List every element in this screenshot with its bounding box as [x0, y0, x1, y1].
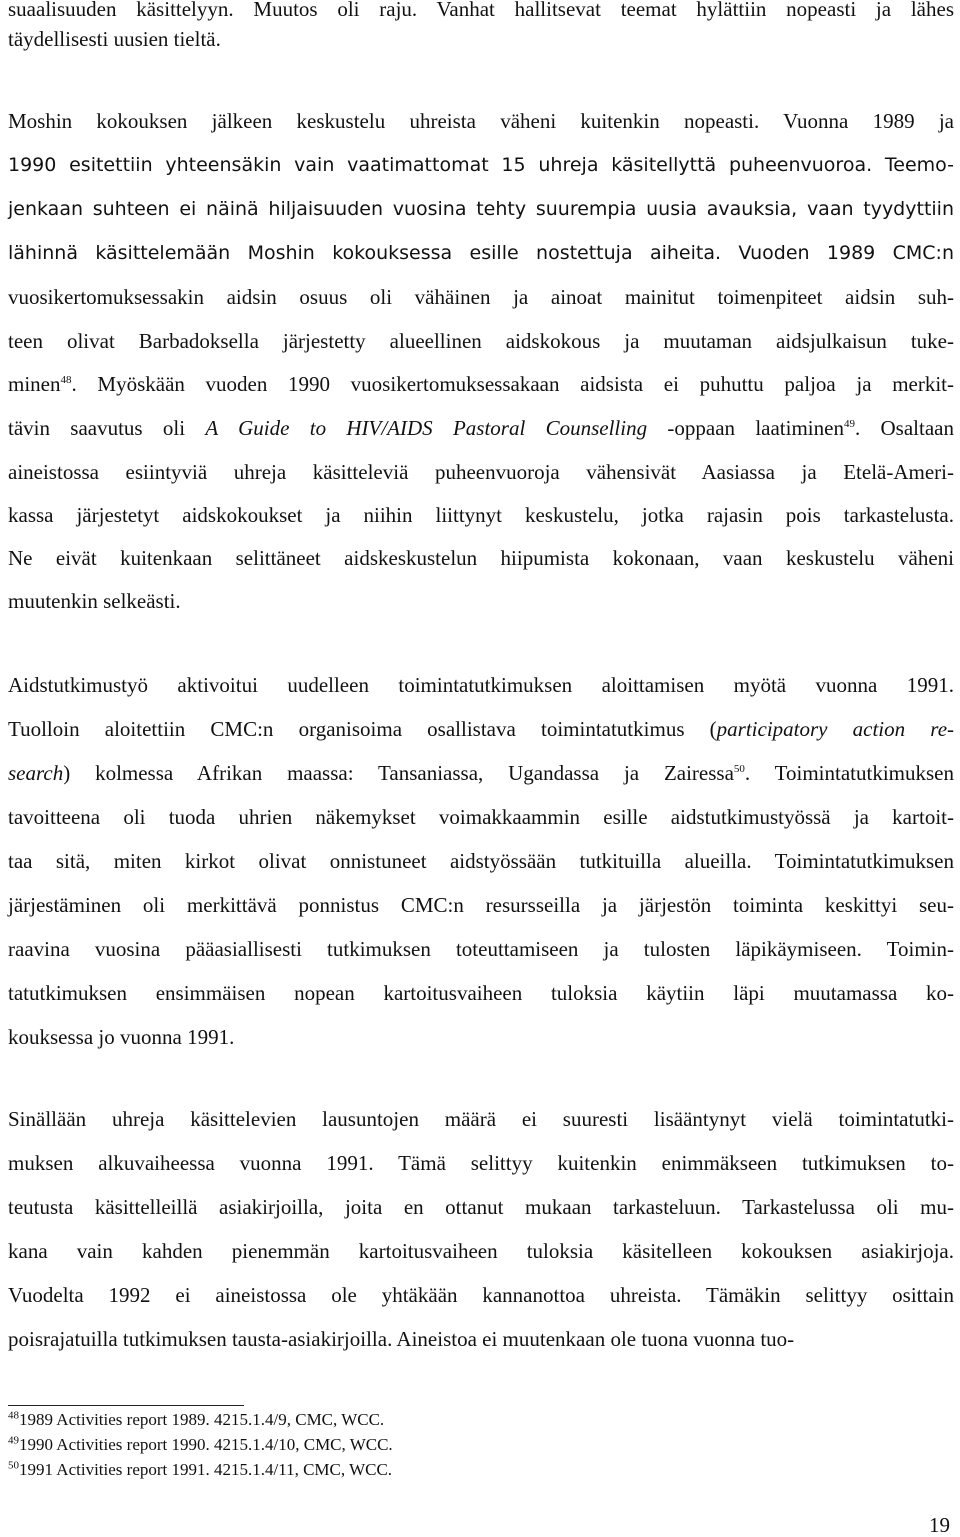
- text-line: [8, 0, 954, 23]
- text-run: raavina vuosina pääasiallisesti tutkimuksen toteuttamiseen ja tulosten läpikäymiseen. Toimin-: [8, 937, 954, 961]
- text-run: . Myöskään vuoden 1990 vuosikertomuksessakaan aidsista ei puhuttu paljoa ja merkit-: [71, 372, 954, 396]
- text-run: jenkaan suhteen ei näinä hiljaisuuden vuosina tehty suurempia uusia avauksia, vaan tyydyttiin: [8, 198, 954, 220]
- text-line: [8, 759, 954, 787]
- text-run: lähinnä käsittelemään Moshin kokouksessa esille nostettuja aiheita. Vuoden 1989 CMC:n: [8, 242, 954, 264]
- text-run: muksen alkuvaiheessa vuonna 1991. Tämä selittyy kuitenkin enimmäkseen tutkimuksen to-: [8, 1151, 954, 1175]
- footnote-ref: 49: [843, 418, 855, 430]
- text-run: poisrajatuilla tutkimuksen tausta-asiakirjoilla. Aineistoa ei muutenkaan ole tuona vuonna tuo-: [8, 1327, 795, 1351]
- text-run: muutenkin selkeästi.: [8, 589, 181, 613]
- footnote-text: 1991 Activities report 1991. 4215.1.4/11, CMC, WCC.: [19, 1460, 393, 1479]
- text-run: Sinällään uhreja käsittelevien lausuntojen määrä ei suuresti lisääntynyt vielä toimintatutki-: [8, 1107, 954, 1131]
- text-run: Moshin kokouksen jälkeen keskustelu uhreista väheni kuitenkin nopeasti. Vuonna 1989 ja: [8, 109, 954, 133]
- text-run: tävin saavutus oli: [8, 416, 206, 440]
- text-run: tavoitteena oli tuoda uhrien näkemykset voimakkaammin esille aidstutkimustyössä ja kartoit-: [8, 805, 954, 829]
- footnote-number: 49: [8, 1434, 19, 1447]
- italic-text: A Guide to HIV/AIDS Pastoral Counselling: [205, 416, 648, 440]
- text-line: [8, 107, 954, 135]
- footnote: [8, 1409, 608, 1431]
- text-line: [8, 327, 954, 355]
- text-run: tatutkimuksen ensimmäisen nopean kartoitusvaiheen tuloksia käytiin läpi muutamassa ko-: [8, 981, 954, 1005]
- text-line: [8, 1149, 954, 1177]
- text-run: vuosikertomuksessakin aidsin osuus oli vähäinen ja ainoat mainitut toimenpiteet aidsin suh-: [8, 285, 954, 309]
- text-line: [8, 370, 954, 398]
- text-line: [8, 25, 954, 53]
- text-line: [8, 1281, 954, 1309]
- footnote-text: 1989 Activities report 1989. 4215.1.4/9, CMC, WCC.: [19, 1410, 385, 1429]
- footnote-ref: 50: [733, 763, 745, 775]
- text-line: [8, 544, 954, 572]
- footnote-separator: [8, 1405, 244, 1406]
- text-line: [8, 151, 954, 179]
- text-run: teutusta käsittelleillä asiakirjoilla, joita en ottanut mukaan tarkasteluun. Tarkastelussa oli mu-: [8, 1195, 954, 1219]
- text-line: [8, 587, 954, 615]
- italic-text: participatory action re-: [716, 717, 955, 741]
- footnote-ref: 48: [60, 374, 72, 386]
- text-run: ) kolmessa Afrikan maassa: Tansaniassa, Ugandassa ja Zairessa: [63, 761, 734, 785]
- text-run: järjestäminen oli merkittävä ponnistus CMC:n resursseilla ja järjestön toiminta keskittyi seu-: [8, 893, 954, 917]
- text-run: . Toimintatutkimuksen: [744, 761, 954, 785]
- text-line: [8, 935, 954, 963]
- text-line: [8, 458, 954, 486]
- text-line: [8, 891, 954, 919]
- italic-text: search: [8, 761, 64, 785]
- text-line: [8, 501, 954, 529]
- text-run: kana vain kahden pienemmän kartoitusvaiheen tuloksia käsitelleen kokouksen asiakirjoja.: [8, 1239, 954, 1263]
- text-line: [8, 1325, 954, 1353]
- text-line: [8, 715, 954, 743]
- text-line: [8, 239, 954, 267]
- text-run: taa sitä, miten kirkot olivat onnistuneet aidstyössään tutkituilla alueilla. Toimintatutkimuksen: [8, 849, 954, 873]
- text-run: Aidstutkimustyö aktivoitui uudelleen toimintatutkimuksen aloittamisen myötä vuonna 1991.: [8, 673, 954, 697]
- footnote: [8, 1459, 608, 1481]
- text-line: [8, 979, 954, 1007]
- text-line: [8, 283, 954, 311]
- text-run: teen olivat Barbadoksella järjestetty alueellinen aidskokous ja muutaman aidsjulkaisun tuke-: [8, 329, 954, 353]
- text-run: täydellisesti uusien tieltä.: [8, 27, 221, 51]
- text-line: [8, 1023, 954, 1051]
- text-run: kassa järjestetyt aidskokoukset ja niihin liittynyt keskustelu, jotka rajasin pois tarkastelusta.: [8, 503, 954, 527]
- text-line: [8, 847, 954, 875]
- text-line: [8, 1193, 954, 1221]
- text-run: 1990 esitettiin yhteensäkin vain vaatimattomat 15 uhreja käsitellyttä puheenvuoroa. Teemo-: [8, 154, 954, 176]
- text-run: . Osaltaan: [854, 416, 954, 440]
- footnote-text: 1990 Activities report 1990. 4215.1.4/10, CMC, WCC.: [19, 1435, 393, 1454]
- text-line: [8, 803, 954, 831]
- text-run: -oppaan laatiminen: [647, 416, 844, 440]
- text-line: [8, 1237, 954, 1265]
- text-run: Vuodelta 1992 ei aineistossa ole yhtäkään kannanottoa uhreista. Tämäkin selittyy osittain: [8, 1283, 954, 1307]
- page-number: 19: [929, 1513, 950, 1537]
- footnote-number: 48: [8, 1409, 19, 1422]
- text-run: Tuolloin aloitettiin CMC:n organisoima osallistava toimintatutkimus (: [8, 717, 717, 741]
- footnote-number: 50: [8, 1459, 19, 1472]
- text-run: kouksessa jo vuonna 1991.: [8, 1025, 235, 1049]
- footnote: [8, 1434, 608, 1456]
- text-line: [8, 1105, 954, 1133]
- text-run: suaalisuuden käsittelyyn. Muutos oli raju. Vanhat hallitsevat teemat hylättiin nopeasti ja lähes: [8, 0, 954, 21]
- text-line: [8, 195, 954, 223]
- text-line: [8, 414, 954, 442]
- text-run: minen: [8, 372, 61, 396]
- text-run: Ne eivät kuitenkaan selittäneet aidskeskustelun hiipumista kokonaan, vaan keskustelu väheni: [8, 546, 954, 570]
- text-run: aineistossa esiintyviä uhreja käsitteleviä puheenvuoroja vähensivät Aasiassa ja Etelä-Ameri-: [8, 460, 954, 484]
- text-line: [8, 671, 954, 699]
